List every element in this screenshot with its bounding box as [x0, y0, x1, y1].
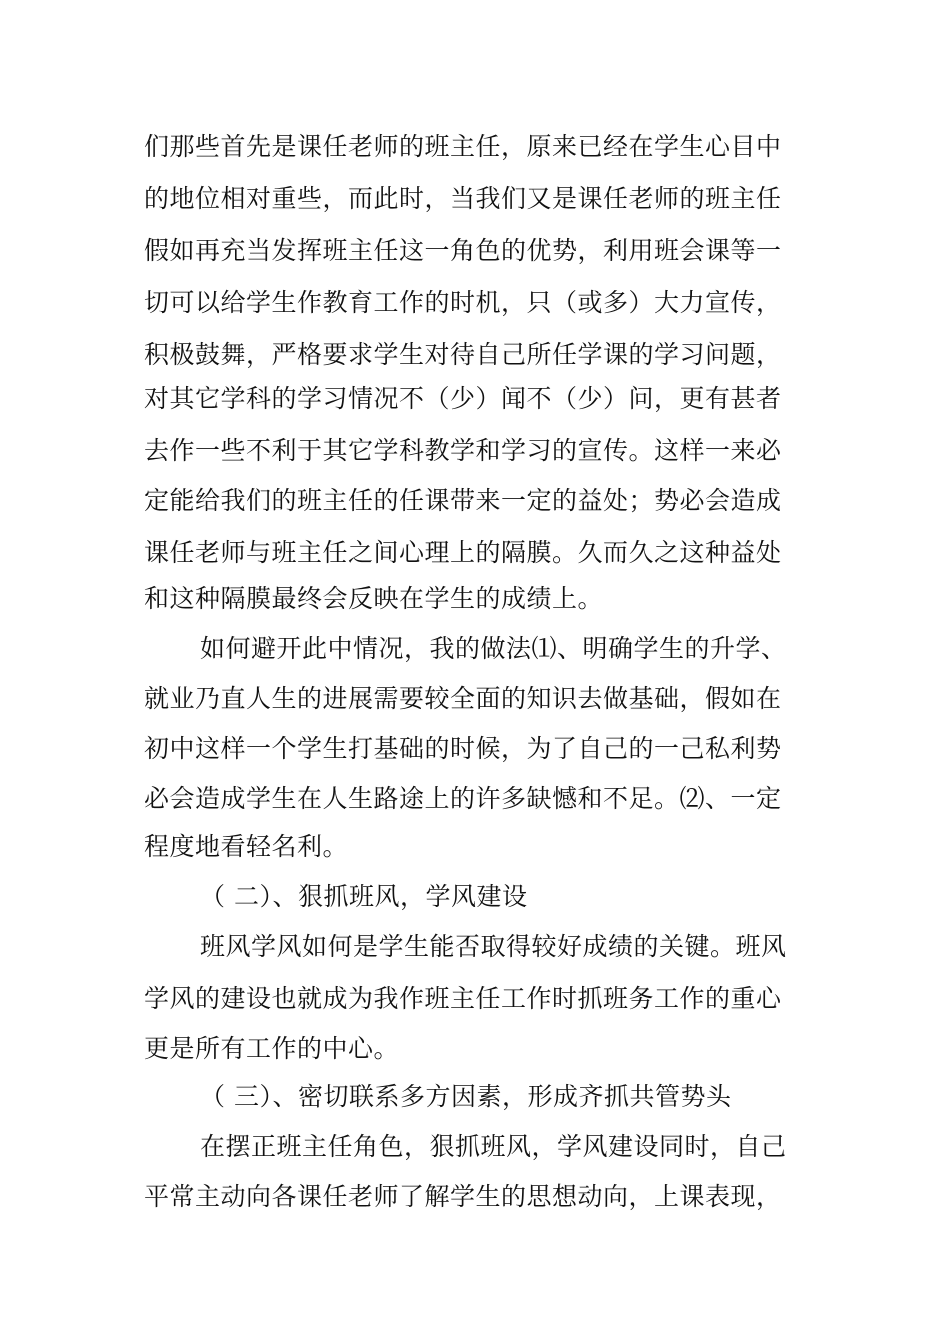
paragraph-line: 们那些首先是课任老师的班主任，原来已经在学生心目中 [144, 132, 782, 161]
paragraph-line: 对其它学科的学习情况不（少）闻不（少）问，更有甚者 [144, 384, 782, 413]
paragraph-line: 积极鼓舞，严格要求学生对待自己所任学课的学习问题， [144, 340, 782, 369]
paragraph-line: 的地位相对重些，而此时，当我们又是课任老师的班主任 [144, 184, 782, 213]
paragraph-line: 切可以给学生作教育工作的时机，只（或多）大力宣传， [144, 288, 782, 317]
section-heading: （ 二）、狠抓班风，学风建设 [200, 882, 528, 911]
paragraph-line: 课任老师与班主任之间心理上的隔膜。久而久之这种益处 [144, 538, 782, 567]
section-heading: （ 三）、密切联系多方因素，形成齐抓共管势头 [200, 1082, 732, 1111]
paragraph-line: 更是所有工作的中心。 [144, 1034, 400, 1063]
paragraph-line: 假如再充当发挥班主任这一角色的优势，利用班会课等一 [144, 236, 782, 265]
paragraph-line: 初中这样一个学生打基础的时候，为了自己的一己私利势 [144, 734, 782, 763]
paragraph-line: 程度地看轻名利。 [144, 832, 349, 861]
paragraph-line: 平常主动向各课任老师了解学生的思想动向，上课表现， [144, 1182, 782, 1211]
paragraph-line: 定能给我们的班主任的任课带来一定的益处；势必会造成 [144, 486, 782, 515]
paragraph-line: 和这种隔膜最终会反映在学生的成绩上。 [144, 584, 604, 613]
paragraph-line: 在摆正班主任角色，狠抓班风，学风建设同时，自己 [200, 1132, 787, 1161]
paragraph-line: 学风的建设也就成为我作班主任工作时抓班务工作的重心 [144, 984, 782, 1013]
paragraph-line: 必会造成学生在人生路途上的许多缺憾和不足。⑵、一定 [144, 784, 782, 813]
paragraph-line: 就业乃直人生的进展需要较全面的知识去做基础，假如在 [144, 684, 782, 713]
paragraph-line: 班风学风如何是学生能否取得较好成绩的关键。班风 [200, 932, 787, 961]
paragraph-line: 去作一些不利于其它学科教学和学习的宣传。这样一来必 [144, 436, 782, 465]
paragraph-line: 如何避开此中情况，我的做法⑴、明确学生的升学、 [200, 634, 787, 663]
